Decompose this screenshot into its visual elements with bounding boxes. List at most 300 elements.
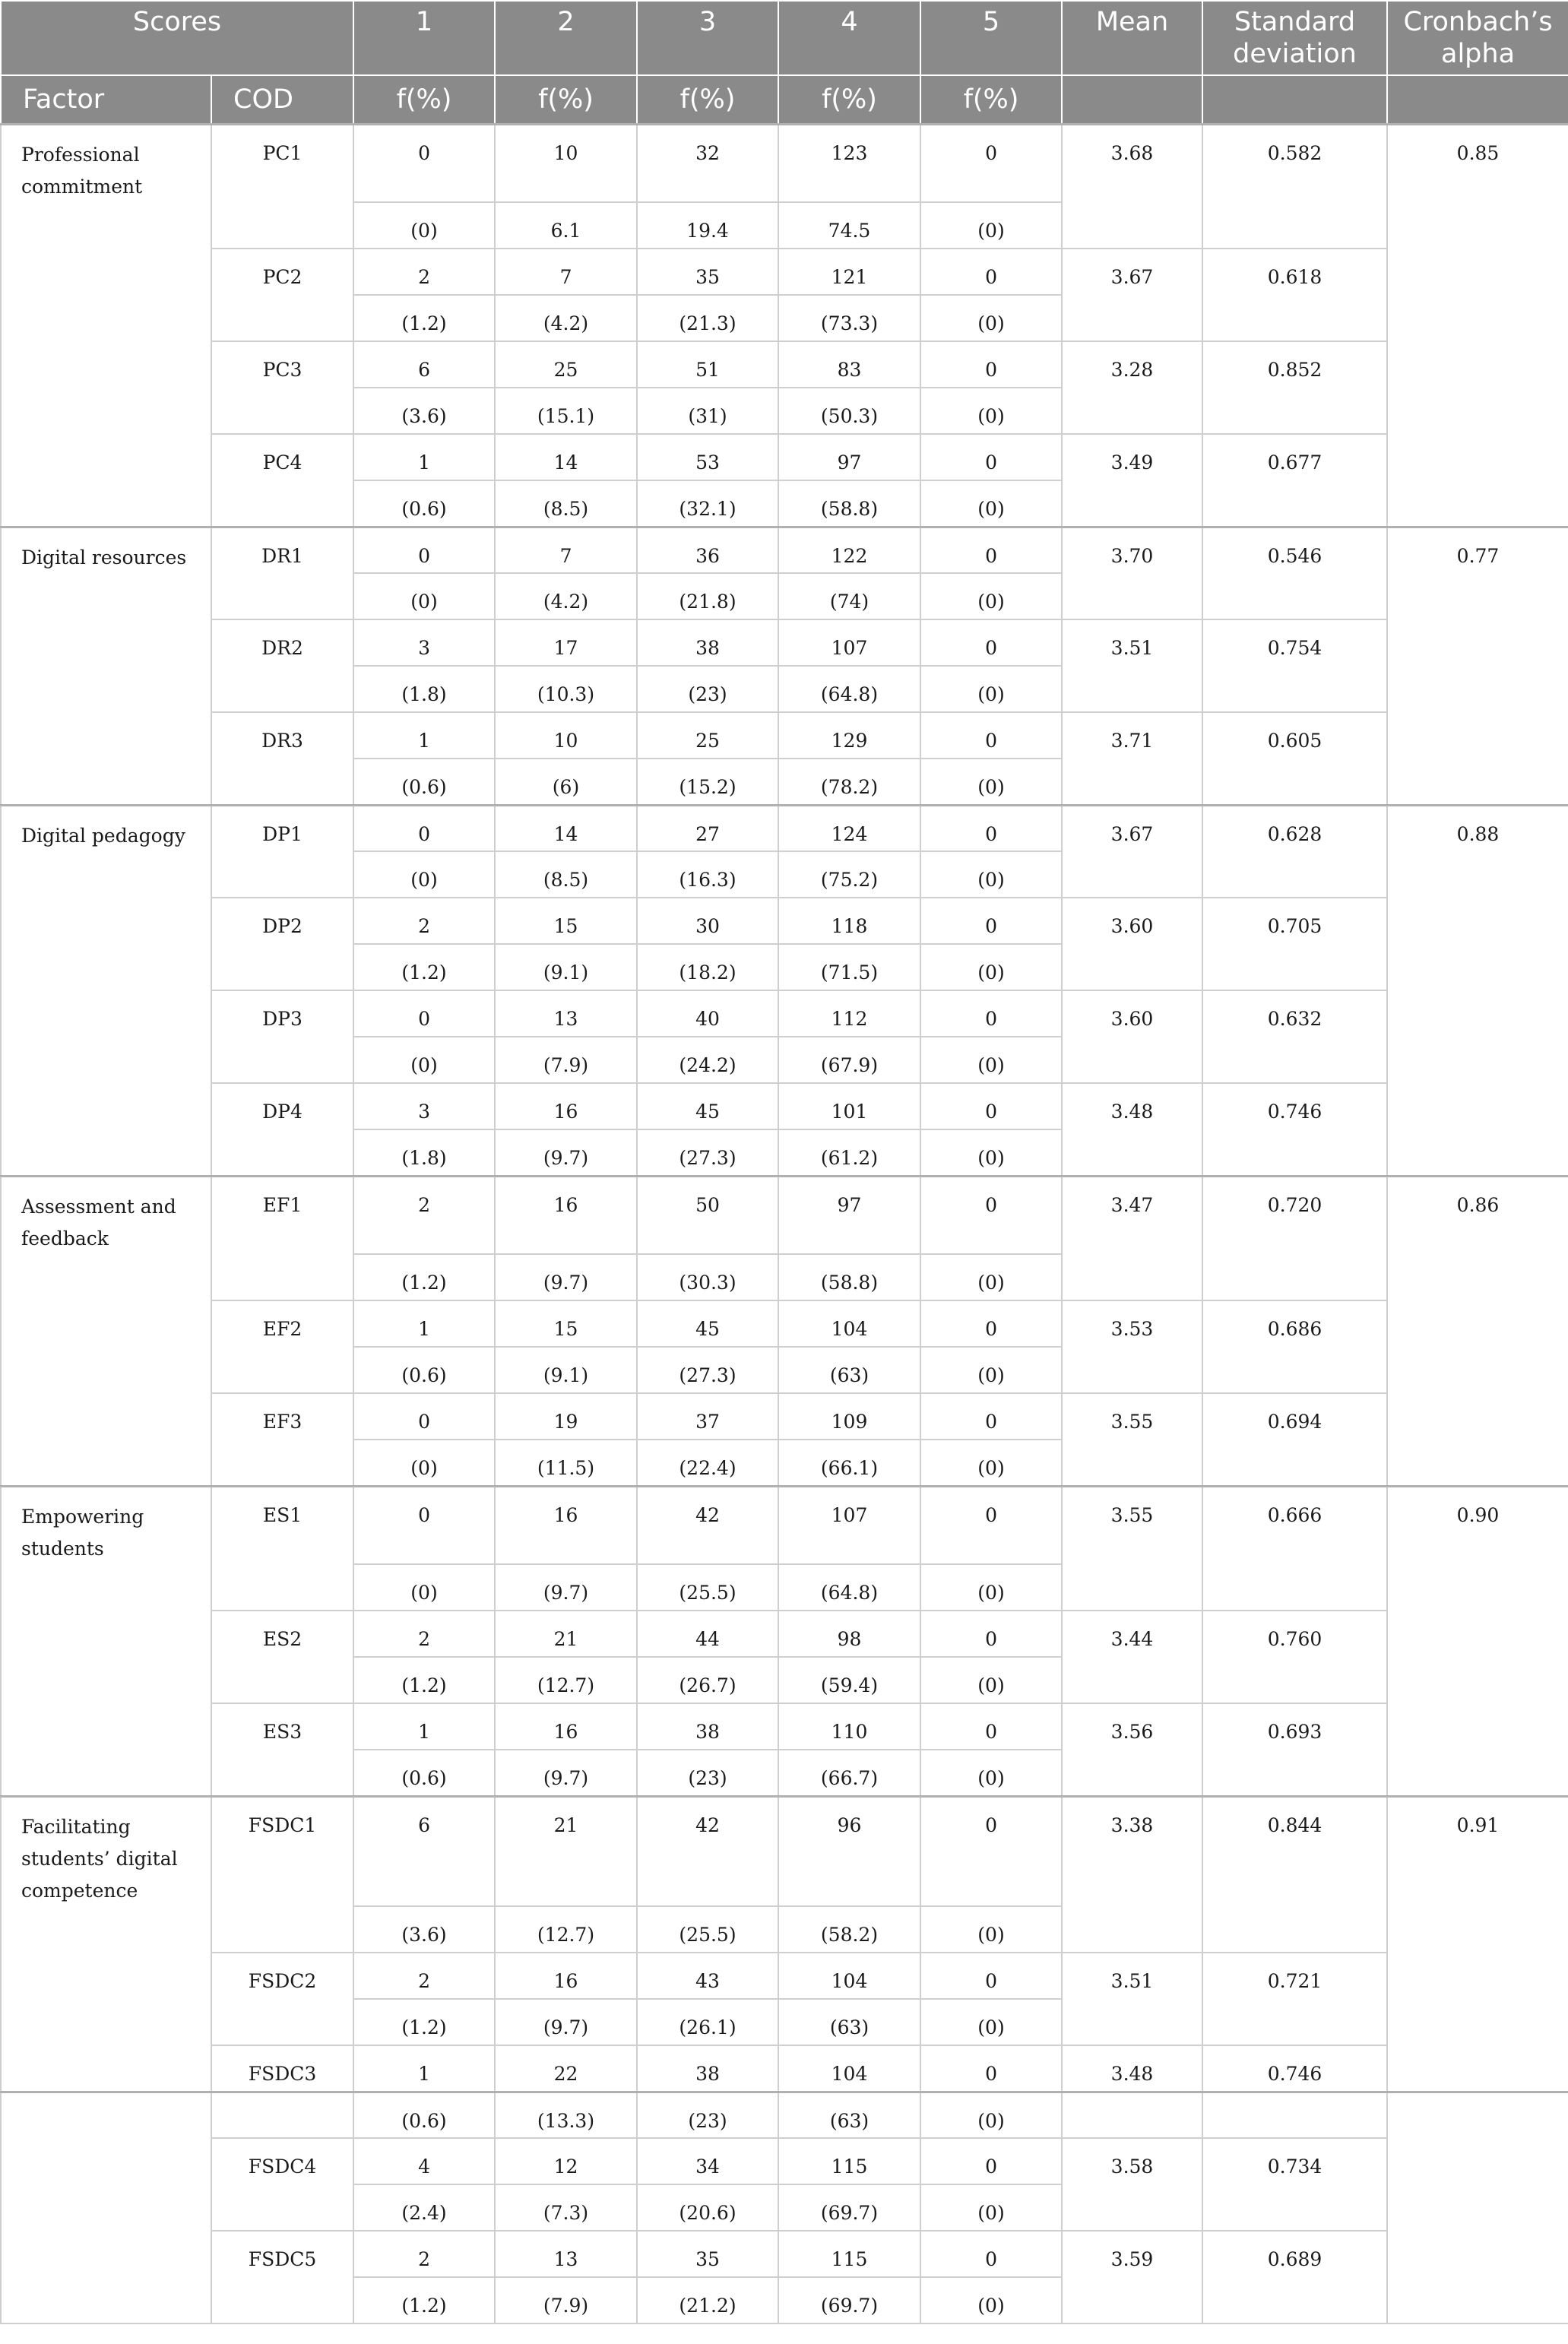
table-row <box>1 898 1568 944</box>
f-cell-1: 6 <box>353 341 495 388</box>
f-cell-2: 21 <box>495 1611 637 1657</box>
mean-cell: 3.55 <box>1062 1486 1202 1611</box>
p-cell-5: (0) <box>920 1999 1062 2045</box>
p-cell-1: (1.2) <box>353 1657 495 1703</box>
f-cell-1: 1 <box>353 1703 495 1750</box>
p-cell-2: (9.1) <box>495 1347 637 1393</box>
cod-cell: DR3 <box>211 712 353 805</box>
table-row <box>1 527 1568 573</box>
p-cell-4: (58.8) <box>778 1254 920 1300</box>
p-cell-1: (3.6) <box>353 1906 495 1953</box>
f-cell-3: 25 <box>637 712 778 759</box>
f-cell-4: 101 <box>778 1083 920 1129</box>
f-cell-1: 2 <box>353 249 495 295</box>
p-cell-4: (78.2) <box>778 759 920 805</box>
mean-cell: 3.60 <box>1062 898 1202 990</box>
header-blank-sd <box>1202 75 1387 124</box>
header-standard-deviation: Standard deviation <box>1202 1 1387 75</box>
factor-label: Professional commitment <box>1 124 211 527</box>
table-row <box>1 1703 1568 1750</box>
f-cell-2: 22 <box>495 2045 637 2092</box>
f-cell-1: 2 <box>353 1611 495 1657</box>
p-cell-1: (0.6) <box>353 480 495 527</box>
f-cell-5: 0 <box>920 712 1062 759</box>
mean-cell: 3.67 <box>1062 805 1202 898</box>
header-row-2 <box>1 75 1568 124</box>
mean-cell: 3.60 <box>1062 990 1202 1083</box>
f-cell-4: 83 <box>778 341 920 388</box>
f-cell-5: 0 <box>920 1393 1062 1440</box>
sd-cell: 0.754 <box>1202 619 1387 712</box>
p-cell-3: (23) <box>637 666 778 712</box>
p-cell-2: (4.2) <box>495 295 637 341</box>
p-cell-5: (0) <box>920 202 1062 249</box>
f-cell-1: 3 <box>353 1083 495 1129</box>
f-cell-4: 97 <box>778 434 920 480</box>
f-cell-5: 0 <box>920 2138 1062 2184</box>
p-cell-5: (0) <box>920 2092 1062 2138</box>
mean-cell: 3.58 <box>1062 2138 1202 2231</box>
f-cell-2: 16 <box>495 1083 637 1129</box>
f-cell-4: 121 <box>778 249 920 295</box>
f-cell-2: 14 <box>495 434 637 480</box>
p-cell-5: (0) <box>920 388 1062 434</box>
sd-cell: 0.632 <box>1202 990 1387 1083</box>
f-cell-5: 0 <box>920 434 1062 480</box>
p-cell-1: (0.6) <box>353 1750 495 1796</box>
f-cell-4: 98 <box>778 1611 920 1657</box>
f-cell-3: 53 <box>637 434 778 480</box>
sd-cell: 0.720 <box>1202 1176 1387 1300</box>
alpha-cell: 0.85 <box>1387 124 1568 527</box>
alpha-cell-empty <box>1387 2092 1568 2323</box>
cod-cell: FSDC3 <box>211 2045 353 2092</box>
alpha-cell: 0.88 <box>1387 805 1568 1176</box>
f-cell-1: 6 <box>353 1796 495 1906</box>
header-row-1 <box>1 1 1568 75</box>
p-cell-5: (0) <box>920 480 1062 527</box>
f-cell-1: 0 <box>353 124 495 202</box>
f-cell-3: 35 <box>637 2231 778 2277</box>
p-cell-4: (71.5) <box>778 944 920 990</box>
factor-label: Digital pedagogy <box>1 805 211 1176</box>
p-cell-4: 74.5 <box>778 202 920 249</box>
f-cell-1: 0 <box>353 1393 495 1440</box>
f-cell-3: 42 <box>637 1796 778 1906</box>
p-cell-5: (0) <box>920 1564 1062 1611</box>
p-cell-4: (73.3) <box>778 295 920 341</box>
f-cell-4: 107 <box>778 1486 920 1564</box>
p-cell-2: (7.9) <box>495 2277 637 2323</box>
table-row <box>1 1083 1568 1129</box>
f-cell-4: 107 <box>778 619 920 666</box>
cod-cell: DR2 <box>211 619 353 712</box>
p-cell-2: (15.1) <box>495 388 637 434</box>
factor-label: Empowering students <box>1 1486 211 1796</box>
f-cell-4: 112 <box>778 990 920 1037</box>
p-cell-3: (18.2) <box>637 944 778 990</box>
f-cell-5: 0 <box>920 124 1062 202</box>
p-cell-3: (27.3) <box>637 1347 778 1393</box>
p-cell-4: (74) <box>778 573 920 619</box>
p-cell-3: (22.4) <box>637 1440 778 1486</box>
p-cell-2: (10.3) <box>495 666 637 712</box>
p-cell-1: (3.6) <box>353 388 495 434</box>
p-cell-3: (25.5) <box>637 1906 778 1953</box>
mean-cell: 3.71 <box>1062 712 1202 805</box>
f-cell-4: 96 <box>778 1796 920 1906</box>
sd-cell: 0.705 <box>1202 898 1387 990</box>
header-score-5: 5 <box>920 1 1062 75</box>
p-cell-1: (1.8) <box>353 666 495 712</box>
p-cell-3: (25.5) <box>637 1564 778 1611</box>
group-professional-commitment <box>1 124 1568 527</box>
f-cell-2: 21 <box>495 1796 637 1906</box>
p-cell-1: (1.2) <box>353 944 495 990</box>
f-cell-5: 0 <box>920 1796 1062 1906</box>
sd-cell: 0.546 <box>1202 527 1387 619</box>
p-cell-2: (9.7) <box>495 1999 637 2045</box>
p-cell-3: (15.2) <box>637 759 778 805</box>
f-cell-2: 25 <box>495 341 637 388</box>
p-cell-1: (0) <box>353 1037 495 1083</box>
table-row <box>1 990 1568 1037</box>
p-cell-2: (9.1) <box>495 944 637 990</box>
p-cell-2: (12.7) <box>495 1657 637 1703</box>
p-cell-5: (0) <box>920 944 1062 990</box>
f-cell-5: 0 <box>920 2231 1062 2277</box>
f-cell-4: 124 <box>778 805 920 851</box>
p-cell-3: 19.4 <box>637 202 778 249</box>
p-cell-4: (64.8) <box>778 666 920 712</box>
p-cell-2: (12.7) <box>495 1906 637 1953</box>
p-cell-5: (0) <box>920 666 1062 712</box>
header-f-2: f(%) <box>495 75 637 124</box>
p-cell-5: (0) <box>920 1129 1062 1176</box>
p-cell-1: (2.4) <box>353 2184 495 2231</box>
p-cell-2: (9.7) <box>495 1254 637 1300</box>
f-cell-3: 50 <box>637 1176 778 1254</box>
p-cell-5: (0) <box>920 1254 1062 1300</box>
table-row <box>1 1953 1568 1999</box>
f-cell-3: 38 <box>637 619 778 666</box>
f-cell-5: 0 <box>920 619 1062 666</box>
f-cell-2: 12 <box>495 2138 637 2184</box>
mean-cell: 3.44 <box>1062 1611 1202 1703</box>
table-row <box>1 805 1568 851</box>
cod-cell: ES2 <box>211 1611 353 1703</box>
p-cell-4: (50.3) <box>778 388 920 434</box>
p-cell-5: (0) <box>920 1906 1062 1953</box>
sd-cell: 0.693 <box>1202 1703 1387 1796</box>
group-continuation <box>1 2092 1568 2323</box>
f-cell-1: 2 <box>353 1953 495 1999</box>
mean-cell: 3.48 <box>1062 2045 1202 2092</box>
sd-cell: 0.844 <box>1202 1796 1387 1953</box>
mean-cell: 3.53 <box>1062 1300 1202 1393</box>
header-blank-mean <box>1062 75 1202 124</box>
sd-cell: 0.582 <box>1202 124 1387 249</box>
header-blank-alpha <box>1387 75 1568 124</box>
cod-cell: DP1 <box>211 805 353 898</box>
f-cell-5: 0 <box>920 990 1062 1037</box>
p-cell-4: (66.1) <box>778 1440 920 1486</box>
f-cell-1: 1 <box>353 2045 495 2092</box>
table-row <box>1 1300 1568 1347</box>
p-cell-3: (23) <box>637 1750 778 1796</box>
mean-cell: 3.47 <box>1062 1176 1202 1300</box>
p-cell-1: (1.2) <box>353 2277 495 2323</box>
p-cell-3: (26.7) <box>637 1657 778 1703</box>
p-cell-4: (63) <box>778 2092 920 2138</box>
p-cell-2: (8.5) <box>495 851 637 898</box>
f-cell-2: 17 <box>495 619 637 666</box>
header-score-1: 1 <box>353 1 495 75</box>
sd-cell: 0.746 <box>1202 2045 1387 2092</box>
f-cell-3: 32 <box>637 124 778 202</box>
p-cell-1: (0) <box>353 573 495 619</box>
sd-cell: 0.666 <box>1202 1486 1387 1611</box>
f-cell-3: 38 <box>637 1703 778 1750</box>
f-cell-2: 16 <box>495 1176 637 1254</box>
table-row <box>1 1796 1568 1906</box>
mean-cell: 3.38 <box>1062 1796 1202 1953</box>
cod-cell: PC1 <box>211 124 353 249</box>
f-cell-5: 0 <box>920 2045 1062 2092</box>
cod-cell: EF2 <box>211 1300 353 1393</box>
mean-cell: 3.49 <box>1062 434 1202 527</box>
mean-cell: 3.59 <box>1062 2231 1202 2323</box>
cod-cell: FSDC4 <box>211 2138 353 2231</box>
f-cell-2: 13 <box>495 990 637 1037</box>
p-cell-5: (0) <box>920 1347 1062 1393</box>
cod-cell: DP2 <box>211 898 353 990</box>
factor-label-empty <box>1 2092 211 2323</box>
p-cell-2: (13.3) <box>495 2092 637 2138</box>
mean-cell: 3.48 <box>1062 1083 1202 1176</box>
table-row <box>1 1611 1568 1657</box>
p-cell-5: (0) <box>920 1037 1062 1083</box>
f-cell-4: 104 <box>778 2045 920 2092</box>
header-f-1: f(%) <box>353 75 495 124</box>
cod-cell: DR1 <box>211 527 353 619</box>
p-cell-1: (0) <box>353 1564 495 1611</box>
mean-cell: 3.51 <box>1062 1953 1202 2045</box>
p-cell-2: (9.7) <box>495 1564 637 1611</box>
f-cell-1: 1 <box>353 434 495 480</box>
f-cell-2: 13 <box>495 2231 637 2277</box>
f-cell-3: 27 <box>637 805 778 851</box>
header-f-3: f(%) <box>637 75 778 124</box>
p-cell-5: (0) <box>920 851 1062 898</box>
f-cell-3: 43 <box>637 1953 778 1999</box>
header-score-3: 3 <box>637 1 778 75</box>
f-cell-1: 0 <box>353 1486 495 1564</box>
p-cell-2: (9.7) <box>495 1750 637 1796</box>
sd-cell: 0.721 <box>1202 1953 1387 2045</box>
f-cell-2: 15 <box>495 898 637 944</box>
f-cell-3: 45 <box>637 1300 778 1347</box>
p-cell-1: (1.8) <box>353 1129 495 1176</box>
p-cell-2: (7.3) <box>495 2184 637 2231</box>
p-cell-2: (9.7) <box>495 1129 637 1176</box>
header-cronbachs-alpha: Cronbach’s alpha <box>1387 1 1568 75</box>
f-cell-1: 1 <box>353 1300 495 1347</box>
p-cell-4: (63) <box>778 1347 920 1393</box>
f-cell-1: 3 <box>353 619 495 666</box>
p-cell-3: (27.3) <box>637 1129 778 1176</box>
table-row <box>1 1393 1568 1440</box>
table-row <box>1 2138 1568 2184</box>
header-f-5: f(%) <box>920 75 1062 124</box>
header-f-4: f(%) <box>778 75 920 124</box>
table-row <box>1 249 1568 295</box>
f-cell-5: 0 <box>920 898 1062 944</box>
p-cell-4: (75.2) <box>778 851 920 898</box>
sd-cell: 0.605 <box>1202 712 1387 805</box>
p-cell-1: (1.2) <box>353 1999 495 2045</box>
p-cell-3: (30.3) <box>637 1254 778 1300</box>
factor-label: Digital resources <box>1 527 211 805</box>
p-cell-5: (0) <box>920 1440 1062 1486</box>
f-cell-5: 0 <box>920 341 1062 388</box>
f-cell-2: 7 <box>495 527 637 573</box>
f-cell-1: 2 <box>353 1176 495 1254</box>
p-cell-2: (4.2) <box>495 573 637 619</box>
p-cell-1: (1.2) <box>353 295 495 341</box>
f-cell-5: 0 <box>920 805 1062 851</box>
p-cell-3: (20.6) <box>637 2184 778 2231</box>
f-cell-1: 0 <box>353 527 495 573</box>
f-cell-2: 16 <box>495 1953 637 1999</box>
f-cell-2: 7 <box>495 249 637 295</box>
f-cell-5: 0 <box>920 1300 1062 1347</box>
sd-cell: 0.852 <box>1202 341 1387 434</box>
p-cell-1: (0) <box>353 1440 495 1486</box>
p-cell-2: (6) <box>495 759 637 805</box>
f-cell-3: 34 <box>637 2138 778 2184</box>
factor-label: Facilitating students’ digital competence <box>1 1796 211 2092</box>
p-cell-4: (63) <box>778 1999 920 2045</box>
alpha-cell: 0.90 <box>1387 1486 1568 1796</box>
sd-cell: 0.746 <box>1202 1083 1387 1176</box>
table-row <box>1 712 1568 759</box>
f-cell-5: 0 <box>920 1083 1062 1129</box>
f-cell-3: 37 <box>637 1393 778 1440</box>
p-cell-5: (0) <box>920 759 1062 805</box>
sd-cell: 0.618 <box>1202 249 1387 341</box>
sd-cell: 0.760 <box>1202 1611 1387 1703</box>
group-digital-resources <box>1 527 1568 805</box>
f-cell-4: 97 <box>778 1176 920 1254</box>
p-cell-4: (58.8) <box>778 480 920 527</box>
f-cell-2: 15 <box>495 1300 637 1347</box>
table-row <box>1 434 1568 480</box>
p-cell-5: (0) <box>920 573 1062 619</box>
f-cell-5: 0 <box>920 1703 1062 1750</box>
mean-cell-empty <box>1062 2092 1202 2138</box>
p-cell-3: (21.8) <box>637 573 778 619</box>
sd-cell: 0.689 <box>1202 2231 1387 2323</box>
f-cell-2: 16 <box>495 1486 637 1564</box>
p-cell-3: (21.2) <box>637 2277 778 2323</box>
table-row <box>1 341 1568 388</box>
header-factor: Factor <box>1 75 211 124</box>
f-cell-4: 110 <box>778 1703 920 1750</box>
f-cell-5: 0 <box>920 527 1062 573</box>
f-cell-3: 51 <box>637 341 778 388</box>
p-cell-4: (67.9) <box>778 1037 920 1083</box>
cod-cell: DP3 <box>211 990 353 1083</box>
mean-cell: 3.68 <box>1062 124 1202 249</box>
group-facilitating-digital-competence <box>1 1796 1568 2092</box>
group-empowering-students <box>1 1486 1568 1796</box>
sd-cell: 0.734 <box>1202 2138 1387 2231</box>
f-cell-4: 115 <box>778 2231 920 2277</box>
cod-cell: FSDC1 <box>211 1796 353 1953</box>
table-row <box>1 2231 1568 2277</box>
f-cell-3: 30 <box>637 898 778 944</box>
p-cell-3: (23) <box>637 2092 778 2138</box>
sd-cell: 0.677 <box>1202 434 1387 527</box>
p-cell-4: (66.7) <box>778 1750 920 1796</box>
cod-cell: PC4 <box>211 434 353 527</box>
header-score-2: 2 <box>495 1 637 75</box>
alpha-cell: 0.86 <box>1387 1176 1568 1486</box>
sd-cell: 0.628 <box>1202 805 1387 898</box>
f-cell-1: 1 <box>353 712 495 759</box>
f-cell-3: 42 <box>637 1486 778 1564</box>
p-cell-3: (16.3) <box>637 851 778 898</box>
f-cell-3: 35 <box>637 249 778 295</box>
p-cell-4: (58.2) <box>778 1906 920 1953</box>
p-cell-5: (0) <box>920 295 1062 341</box>
f-cell-3: 45 <box>637 1083 778 1129</box>
f-cell-1: 0 <box>353 990 495 1037</box>
cod-cell: DP4 <box>211 1083 353 1176</box>
table-row <box>1 124 1568 202</box>
f-cell-4: 118 <box>778 898 920 944</box>
p-cell-5: (0) <box>920 1750 1062 1796</box>
header-score-4: 4 <box>778 1 920 75</box>
table-row <box>1 2092 1568 2138</box>
cod-cell: PC3 <box>211 341 353 434</box>
f-cell-2: 10 <box>495 712 637 759</box>
p-cell-3: (24.2) <box>637 1037 778 1083</box>
p-cell-2: (8.5) <box>495 480 637 527</box>
cod-cell: FSDC2 <box>211 1953 353 2045</box>
cod-cell: FSDC5 <box>211 2231 353 2323</box>
f-cell-3: 36 <box>637 527 778 573</box>
cod-cell: EF1 <box>211 1176 353 1300</box>
p-cell-2: 6.1 <box>495 202 637 249</box>
p-cell-4: (61.2) <box>778 1129 920 1176</box>
f-cell-4: 123 <box>778 124 920 202</box>
table-row <box>1 1486 1568 1564</box>
factor-label: Assessment and feedback <box>1 1176 211 1486</box>
f-cell-2: 16 <box>495 1703 637 1750</box>
mean-cell: 3.70 <box>1062 527 1202 619</box>
p-cell-4: (64.8) <box>778 1564 920 1611</box>
header-cod: COD <box>211 75 353 124</box>
p-cell-5: (0) <box>920 2277 1062 2323</box>
f-cell-4: 129 <box>778 712 920 759</box>
p-cell-4: (69.7) <box>778 2277 920 2323</box>
cod-cell: EF3 <box>211 1393 353 1486</box>
sd-cell: 0.694 <box>1202 1393 1387 1486</box>
f-cell-1: 2 <box>353 898 495 944</box>
f-cell-4: 115 <box>778 2138 920 2184</box>
